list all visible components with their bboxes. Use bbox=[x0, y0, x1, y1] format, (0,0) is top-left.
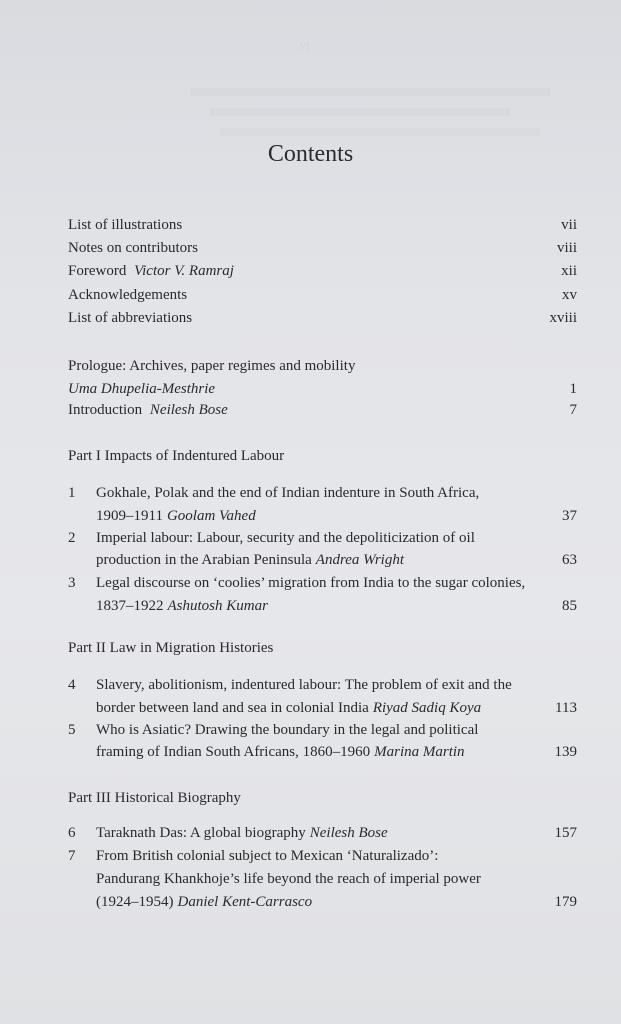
page-number: xviii bbox=[549, 310, 577, 326]
entry-title: Imperial labour: Labour, security and the depoliticization of oil bbox=[96, 530, 475, 546]
entry-title: Who is Asiatic? Drawing the boundary in the legal and political bbox=[96, 722, 479, 738]
chapter-number: 2 bbox=[68, 530, 76, 546]
page-number: 179 bbox=[554, 894, 577, 910]
bleed-through-text bbox=[190, 88, 550, 96]
part-heading: Part II Law in Migration Histories bbox=[68, 640, 274, 656]
chapter-number: 4 bbox=[68, 677, 76, 693]
entry-title: production in the Arabian Peninsula bbox=[96, 552, 312, 568]
toc-entry bbox=[68, 378, 577, 401]
entry-title: Prologue: Archives, paper regimes and mobility bbox=[68, 358, 356, 374]
entry-title: Acknowledgements bbox=[68, 287, 188, 303]
entry-title: List of abbreviations bbox=[68, 310, 193, 326]
toc-entry bbox=[68, 399, 577, 422]
toc-entry bbox=[68, 284, 577, 307]
entry-author: Goolam Vahed bbox=[166, 508, 256, 524]
entry-title: From British colonial subject to Mexican ‘Naturalizado’: bbox=[96, 848, 439, 864]
bleed-through-text bbox=[220, 128, 540, 136]
entry-title: framing of Indian South Africans, 1860–1960 bbox=[96, 744, 371, 760]
entry-author: Neilesh Bose bbox=[149, 402, 228, 418]
entry-title: List of illustrations bbox=[68, 217, 183, 233]
entry-author: Daniel Kent-Carrasco bbox=[177, 894, 313, 910]
page-number: xii bbox=[561, 263, 577, 279]
toc-entry bbox=[68, 355, 577, 378]
entry-author: Marina Martin bbox=[374, 744, 465, 760]
entry-title: 1909–1911 bbox=[96, 508, 163, 524]
page-number: 37 bbox=[562, 508, 577, 524]
chapter-number: 3 bbox=[68, 575, 76, 591]
chapter-number: 5 bbox=[68, 722, 76, 738]
toc-entry bbox=[68, 214, 577, 237]
entry-author: Andrea Wright bbox=[315, 552, 404, 568]
entry-author: Neilesh Bose bbox=[309, 825, 388, 841]
entry-author: Victor V. Ramraj bbox=[134, 263, 234, 279]
entry-title: Foreword bbox=[68, 263, 127, 279]
part-heading: Part III Historical Biography bbox=[68, 790, 241, 806]
entry-title: Gokhale, Polak and the end of Indian indenture in South Africa, bbox=[96, 485, 480, 501]
page-number: 157 bbox=[554, 825, 577, 841]
page-number: 85 bbox=[562, 598, 577, 614]
chapter-number: 1 bbox=[68, 485, 76, 501]
entry-author: Riyad Sadiq Koya bbox=[372, 700, 482, 716]
chapter-number: 7 bbox=[68, 848, 76, 864]
page-number: 139 bbox=[554, 744, 577, 760]
entry-title: Notes on contributors bbox=[68, 240, 198, 256]
page-number: viii bbox=[556, 240, 577, 256]
entry-title: Pandurang Khankhoje’s life beyond the reach of imperial power bbox=[96, 871, 481, 887]
entry-title: Legal discourse on ‘coolies’ migration from India to the sugar colonies, bbox=[96, 575, 526, 591]
entry-title: Slavery, abolitionism, indentured labour: The problem of exit and the bbox=[96, 677, 512, 693]
bleed-through-text bbox=[210, 108, 510, 116]
page-number: xv bbox=[562, 287, 577, 303]
entry-title: Introduction bbox=[68, 402, 143, 418]
part-heading: Part I Impacts of Indentured Labour bbox=[68, 448, 285, 464]
page-number: 7 bbox=[569, 402, 577, 418]
page-number: 113 bbox=[555, 700, 577, 716]
entry-title: Taraknath Das: A global biography bbox=[96, 825, 306, 841]
toc-entry bbox=[68, 307, 577, 330]
page-number: 1 bbox=[569, 381, 577, 397]
chapter-number: 6 bbox=[68, 825, 76, 841]
bleed-through-text: vi bbox=[300, 38, 310, 52]
toc-entry bbox=[68, 260, 577, 283]
entry-title: (1924–1954) bbox=[96, 894, 174, 910]
page-title: Contents bbox=[267, 141, 354, 167]
entry-author: Ashutosh Kumar bbox=[167, 598, 268, 614]
page-number: 63 bbox=[562, 552, 577, 568]
page-number: vii bbox=[561, 217, 577, 233]
entry-title: border between land and sea in colonial India bbox=[96, 700, 369, 716]
entry-author: Uma Dhupelia-Mesthrie bbox=[68, 381, 216, 397]
toc-entry bbox=[68, 237, 577, 260]
entry-title: 1837–1922 bbox=[96, 598, 164, 614]
